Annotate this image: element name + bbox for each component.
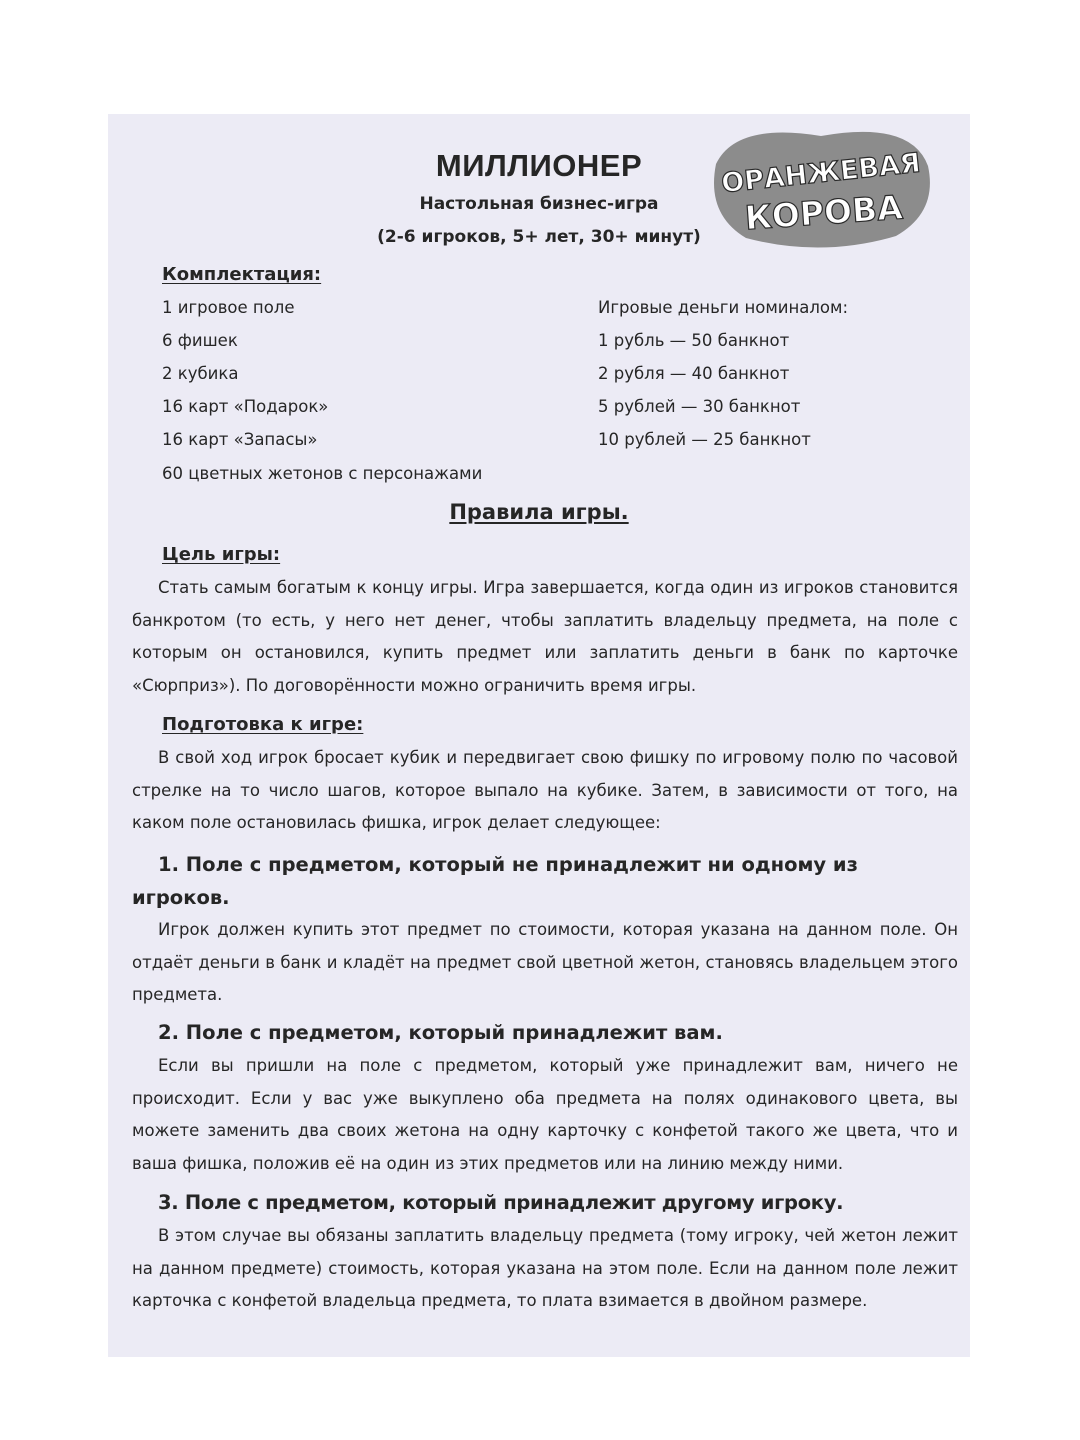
- section1-text: Игрок должен купить этот предмет по стоимости, которая указана на данном поле. Он отдаёт деньги в банк и кладёт на предмет свой цветной жетон, становясь владельцем этого предмета.: [132, 920, 958, 1004]
- money-heading: Игровые деньги номиналом:: [598, 298, 849, 317]
- section1-heading: 1. Поле с предметом, который не принадлежит ни одному из игроков.: [132, 853, 858, 909]
- logo-text-bottom: КОРОВА: [743, 187, 904, 238]
- money-item: 10 рублей — 25 банкнот: [598, 430, 811, 449]
- component-item: 2 кубика: [162, 364, 239, 383]
- logo-text-top: ОРАНЖЕВАЯ: [719, 147, 923, 200]
- game-meta: (2-6 игроков, 5+ лет, 30+ минут): [377, 227, 701, 247]
- money-item: 2 рубля — 40 банкнот: [598, 364, 790, 383]
- section2-heading: 2. Поле с предметом, который принадлежит вам.: [158, 1021, 723, 1044]
- prep-text: В свой ход игрок бросает кубик и передвигает свою фишку по игровому полю по часовой стрелке на то число шагов, которое выпало на кубике. Затем, в зависимости от того, на каком поле остановилась фишка, игрок делает следующее:: [132, 748, 958, 832]
- money-item: 5 рублей — 30 банкнот: [598, 397, 801, 416]
- money-item: 1 рубль — 50 банкнот: [598, 331, 790, 350]
- page-subtitle: Настольная бизнес-игра: [419, 194, 659, 214]
- goal-heading: Цель игры:: [162, 544, 281, 565]
- goal-text: Стать самым богатым к концу игры. Игра завершается, когда один из игроков становится банкротом (то есть, у него нет денег, чтобы заплатить владельцу предмета, на поле с которым он остановился, купить предмет или заплатить деньги в банк по карточке «Сюрприз»). По договорённости можно ограничить время игры.: [132, 578, 958, 695]
- rules-sheet: [108, 114, 970, 1357]
- rules-heading: Правила игры.: [449, 500, 629, 524]
- section3-heading: 3. Поле с предметом, который принадлежит другому игроку.: [158, 1191, 844, 1214]
- component-item: 60 цветных жетонов с персонажами: [162, 464, 483, 483]
- component-item: 16 карт «Запасы»: [162, 430, 318, 449]
- page-title: МИЛЛИОНЕР: [435, 148, 643, 183]
- prep-heading: Подготовка к игре:: [162, 714, 364, 735]
- component-item: 6 фишек: [162, 331, 238, 350]
- component-item: 16 карт «Подарок»: [162, 397, 329, 416]
- section3-text: В этом случае вы обязаны заплатить владельцу предмета (тому игроку, чей жетон лежит на данном предмете) стоимость, которая указана на этом поле. Если на данном поле лежит карточка с конфетой владельца предмета, то плата взимается в двойном размере.: [132, 1226, 958, 1310]
- section2-text: Если вы пришли на поле с предметом, который уже принадлежит вам, ничего не происходит. Если у вас уже выкуплено оба предмета на полях одинакового цвета, вы можете заменить два своих жетона на одну карточку с конфетой такого же цвета, что и ваша фишка, положив её на один из этих предметов или на линию между ними.: [132, 1056, 958, 1173]
- component-item: 1 игровое поле: [162, 298, 295, 317]
- components-heading: Комплектация:: [162, 264, 322, 285]
